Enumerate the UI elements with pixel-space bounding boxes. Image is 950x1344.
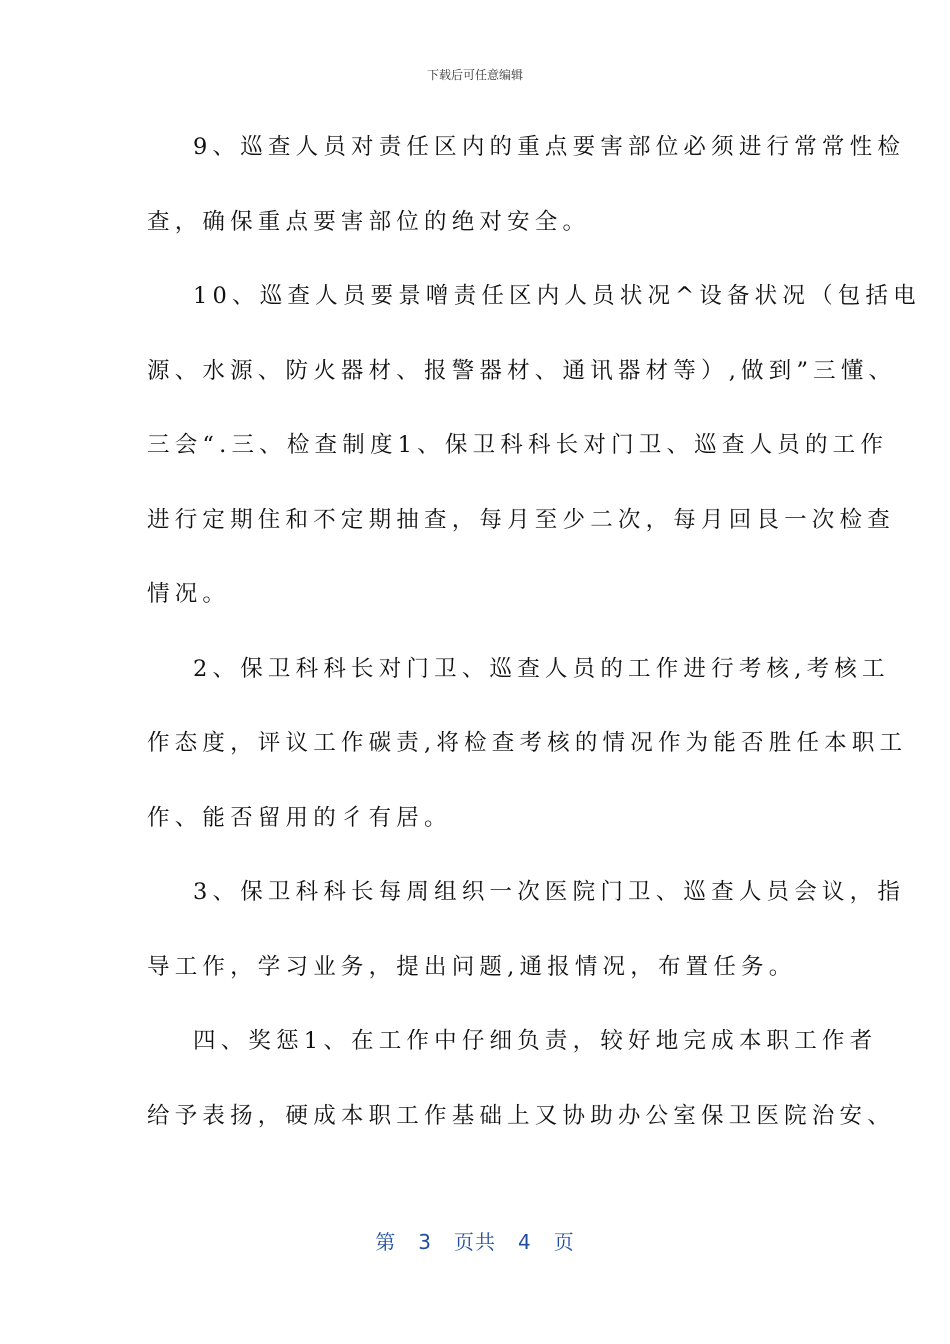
text-line: 四、奖惩1、在工作中仔细负责，较好地完成本职工作者 — [193, 1028, 878, 1054]
text-line: 三会“.三、检查制度1、保卫科科长对门卫、巡查人员的工作 — [147, 432, 889, 458]
text-line: 导工作，学习业务，提出问题,通报情况，布置任务。 — [147, 953, 797, 980]
footer-mid: 页共 — [454, 1230, 496, 1254]
page-footer — [0, 1226, 950, 1255]
text-line: 3、保卫科科长每周组织一次医院门卫、巡查人员会议，指 — [193, 879, 906, 905]
text-line: 10、巡查人员要景噌责任区内人员状况^设备状况（包括电 — [193, 283, 921, 309]
page-header: 下载后可任意编辑 — [426, 68, 523, 82]
text-line: 情况。 — [147, 581, 231, 607]
text-line: 2、保卫科科长对门卫、巡查人员的工作进行考核,考核工 — [193, 655, 890, 682]
footer-current-page: 3 — [418, 1230, 432, 1254]
text-line: 源、水源、防火器材、报警器材、通讯器材等）,做到”三懂、 — [147, 357, 897, 384]
text-line: 作、能否留用的彳有居。 — [147, 804, 452, 831]
text-line: 进行定期住和不定期抽查，每月至少二次，每月回艮一次检查 — [147, 506, 895, 533]
footer-total-pages: 4 — [518, 1230, 532, 1254]
text-line: 作态度，评议工作碳责,将检查考核的情况作为能否胜任本职工 — [147, 730, 908, 756]
footer-suffix: 页 — [553, 1230, 575, 1254]
text-line: 查，确保重点要害部位的绝对安全。 — [147, 208, 591, 235]
text-line: 9、巡查人员对责任区内的重点要害部位必须进行常常性检 — [193, 134, 906, 160]
footer-prefix: 第 — [375, 1230, 397, 1254]
document-body — [147, 118, 921, 1161]
text-line: 给予表扬，硬成本职工作基础上又协助办公室保卫医院治安、 — [147, 1102, 895, 1129]
